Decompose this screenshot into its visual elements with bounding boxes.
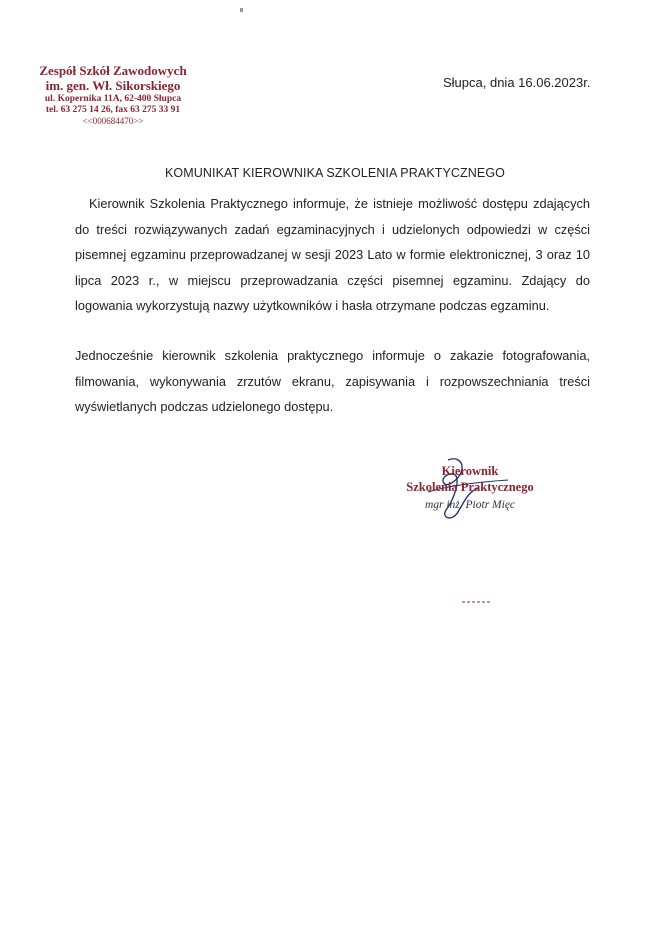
signature-role: Kierownik <box>441 464 499 478</box>
document-title: KOMUNIKAT KIEROWNIKA SZKOLENIA PRAKTYCZNEGO <box>164 166 505 180</box>
signature-name: mgr inż. Piotr Mięc <box>424 499 516 511</box>
document-date: Słupca, dnia 16.06.2023r. <box>443 75 591 90</box>
stamp-line-school: Zespół Szkół Zawodowych <box>39 63 187 78</box>
paragraph-prohibition: Jednocześnie kierownik szkolenia praktycznego informuje o zakazie fotografowania, filmowania, wykonywania zrzutów ekranu, zapisywania i rozpowszechniania treści wyświetlanych podczas udzielonego dostępu. <box>75 348 590 414</box>
scan-speck <box>240 8 243 12</box>
school-stamp <box>28 64 198 126</box>
signature-department: Szkolenia Praktycznego <box>406 480 534 494</box>
paragraph-access-info: Kierownik Szkolenia Praktycznego informuje, że istnieje możliwość dostępu zdających do treści rozwiązywanych zadań egzaminacyjnych i udzielonych odpowiedzi w części pisemnej egzaminu przeprowadzanej w sesji 2023 Lato w formie elektronicznej, 3 oraz 10 lipca 2023 r., w miejscu przeprowadzania części pisemnej egzaminu. Zdający do logowania wykorzystują nazwy użytkowników i hasła otrzymane podczas egzaminu. <box>75 196 590 313</box>
stamp-line-regon: <<000684470>> <box>82 115 144 126</box>
stamp-line-patron: im. gen. Wł. Sikorskiego <box>45 77 181 93</box>
stamp-line-address: ul. Kopernika 11A, 62-400 Słupca <box>44 93 182 104</box>
signature-stamp <box>395 463 545 511</box>
stamp-line-phone: tel. 63 275 14 26, fax 63 275 33 91 <box>45 104 181 115</box>
scan-mark <box>462 600 492 604</box>
